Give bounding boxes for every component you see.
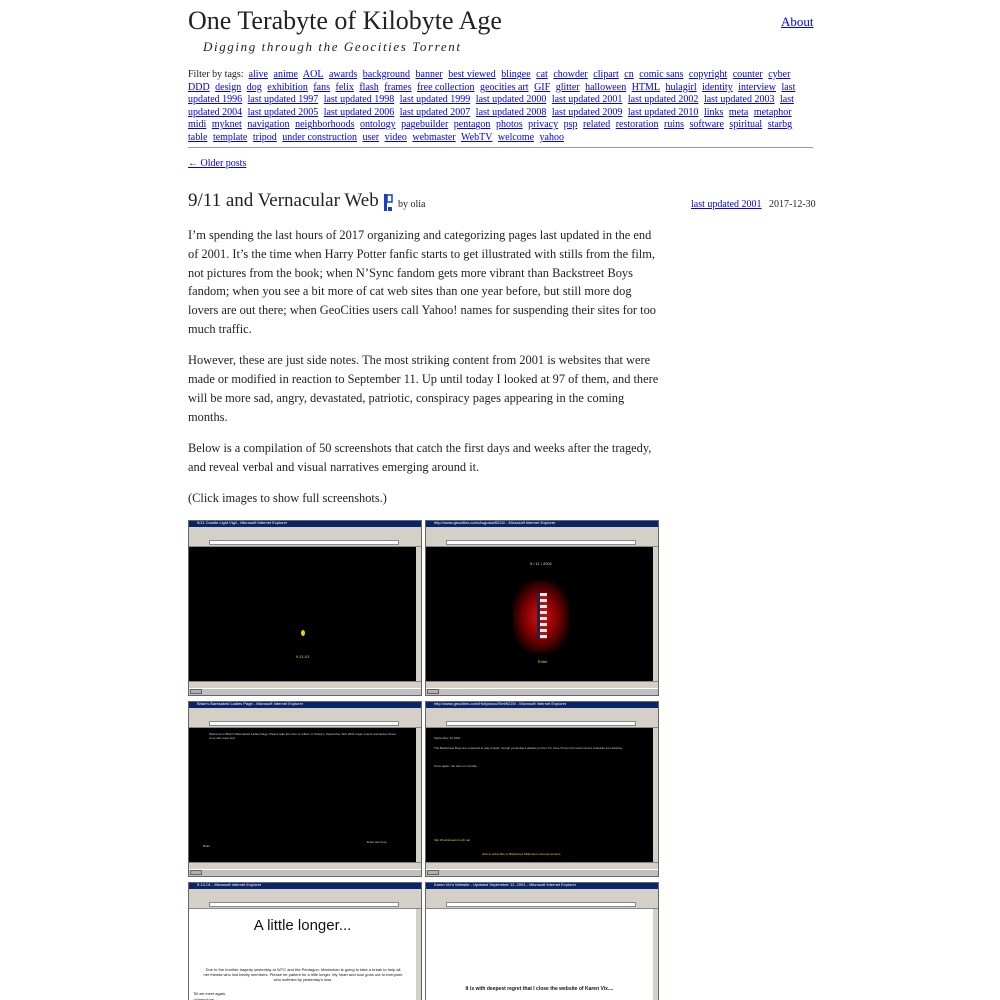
tag-link[interactable]: myknet [211,119,242,131]
tag-link[interactable]: last updated 1999 [399,94,471,106]
tag-link[interactable]: background [362,69,410,80]
tag-link[interactable]: halloween [585,81,627,93]
scrollbar [653,547,658,681]
post-paragraph: I’m spending the last hours of 2017 organizing and categorizing pages last updated in the end of 2001. It’s the time when Harry Potter fanfic starts to get illustrated with stills from the film, not pictures from the book; when N’Sync fandom gets more vibrant than Backstreet Boys fandom; when you see a bit more of cat web sites than one year before, but still more dog lovers are out there; when GeoCities users call Yahoo! names for suspending their sites for too much traffic. [188,228,656,336]
about-link[interactable]: About [781,14,814,29]
notice-trouble: Once again, the site is in trouble. [434,764,478,768]
tag-link[interactable]: counter [732,69,763,80]
browser-toolbar [426,889,658,909]
mirror-url: http://backstreetmm.cjb.net [434,838,471,842]
scrollbar [653,728,658,862]
screenshot-gallery [188,520,660,1000]
tag-list [188,69,795,143]
date-heading: 9 / 11 / 2001 [530,561,552,566]
tag-link[interactable]: last updated 2009 [551,106,623,118]
window-title: Karen Vix's Website - Updated September 12, 2001 - Microsoft Internet Explorer [434,882,577,887]
tag-link[interactable]: photos [495,119,523,131]
tag-link[interactable]: restoration [615,119,659,131]
tag-link[interactable]: cn [624,69,634,80]
tag-link[interactable]: banner [415,69,443,80]
post-paragraph: (Click images to show full screenshots.) [188,491,387,506]
tag-link[interactable]: last updated 2008 [475,106,547,118]
tag-link[interactable]: last updated 1996 [188,81,796,106]
tag-link[interactable]: GIF [534,81,551,93]
screenshot-thumbnail[interactable] [188,520,422,696]
address-bar [446,721,636,726]
tag-link[interactable]: webmaster [412,131,456,143]
page-view [426,728,653,862]
tag-filter [188,69,813,145]
tag-link[interactable]: links [703,106,724,118]
farewell-line: Till we meet again, [193,991,227,996]
screenshot-thumbnail[interactable] [188,701,422,877]
tag-link[interactable]: under construction [282,131,357,143]
tag-link[interactable]: HTML [631,81,661,93]
page-view [426,547,653,681]
tag-link[interactable]: metaphor [753,106,792,118]
break-message: Due to the horrible tragedy yesterday at WTC and the Pentagon, Marinchan is going to take a break to help all her friends who lost family members. Please be patient for a little longer. My heart and soul goes out to everyone who suffered by yesterday's loss. [203,967,403,982]
tag-link[interactable]: last updated 2001 [551,94,623,106]
tag-link[interactable]: clipart [593,69,619,80]
address-bar [209,902,399,907]
break-heading: A little longer... [253,917,352,934]
tag-link[interactable]: midi [188,119,207,131]
site-title[interactable]: One Terabyte of Kilobyte Age [188,6,502,35]
closing-message: It is with deepest regret that I close the website of Karen Vix.... [465,986,614,992]
window-title: http://www.geocities.com/Augusta/6224/ - Microsoft Internet Explorer [434,520,556,525]
window-title: 9-12-01 - Microsoft Internet Explorer [197,882,262,887]
tag-link[interactable]: hulagirl [665,81,697,93]
scrollbar [653,909,658,1000]
tag-link[interactable]: spiritual [729,119,763,131]
tag-link[interactable]: WebTV [461,131,493,143]
post-byline: by olia [398,199,426,210]
tag-link[interactable]: cat [536,69,548,80]
tag-link[interactable]: design [215,81,242,93]
taskbar [426,869,658,876]
tag-link[interactable]: software [689,119,724,131]
browser-toolbar [189,889,421,909]
tag-link[interactable]: last updated 2000 [475,94,547,106]
start-button [427,689,439,694]
tag-link[interactable]: template [212,131,248,143]
tag-link[interactable]: chowder [553,69,588,80]
post-paragraph: However, these are just side notes. The most striking content from 2001 is websites that were made or modified in reaction to September 11. Up until today I looked at 97 of them, and there will be more sad, angry, devastated, patriotic, conspiracy pages appearing in the coming months. [188,353,659,424]
tag-link[interactable]: yahoo [539,131,564,143]
notice-date: September 12 2001 [434,736,461,740]
taskbar [189,688,421,695]
vigil-date: 9-11-01 [296,654,310,659]
tag-link[interactable]: starbg [767,119,793,131]
subscribe-link: click to subscribe to Backstreet Millennium announcements [482,852,561,856]
tag-link[interactable]: welcome [497,131,535,143]
signature: Brian [203,844,211,848]
tag-link[interactable]: user [362,131,380,143]
tag-link[interactable]: blingee [501,69,531,80]
candle-icon [300,630,306,638]
page-view [189,547,416,681]
start-button [190,689,202,694]
tag-link[interactable]: DDD [188,81,210,93]
filter-label: Filter by tags: [188,69,244,80]
tag-link[interactable]: identity [702,81,733,93]
older-posts-link[interactable]: ← Older posts [188,158,247,169]
screenshot-thumbnail[interactable] [425,701,659,877]
post-date: 2017-12-30 [769,199,816,210]
screenshot-thumbnail[interactable] [425,882,659,1000]
browser-toolbar [426,527,658,547]
page-view [189,728,416,862]
screenshot-thumbnail[interactable] [188,882,422,1000]
page-view [426,909,653,1000]
tag-link[interactable]: last updated 2004 [188,94,794,118]
tag-link[interactable]: last updated 2010 [627,106,699,118]
enter-link: Enter [538,659,548,664]
tag-link[interactable]: alive [248,69,268,80]
browser-toolbar [189,708,421,728]
window-title: Brian's Baresaked Ladies Page - Microsoft Internet Explorer [197,701,304,706]
address-bar [209,540,399,545]
tag-link[interactable]: video [384,131,407,143]
browser-toolbar [426,708,658,728]
tag-link[interactable]: anime [273,69,298,80]
tag-link[interactable]: last updated 2002 [627,94,699,106]
tag-link[interactable]: last updated 2007 [399,106,471,118]
tag-link[interactable]: last updated 1998 [323,94,395,106]
window-title: 9/11 Candle Light Vigil - Microsoft Internet Explorer [197,520,288,525]
tag-link[interactable]: free collection [417,81,475,93]
window-title: http://www.geocities.com/Hollywood/Set/9225/ - Microsoft Internet Explorer [434,701,567,706]
signature: ~Marinchan [193,997,215,1000]
tag-link[interactable]: pagebuilder [401,119,449,131]
tag-link[interactable]: pentagon [453,119,491,131]
tag-link[interactable]: neighborhoods [295,119,355,131]
flag-icon [537,593,547,639]
post-paragraph: Below is a compilation of 50 screenshots that catch the first days and weeks after the tragedy, and reveal verbal and visual narratives emerging around it. [188,440,652,474]
address-bar [446,902,636,907]
tag-link[interactable]: meta [728,106,749,118]
tag-link[interactable]: last updated 2003 [703,94,775,106]
scrollbar [416,728,421,862]
tag-link[interactable]: dog [246,81,262,93]
tag-link[interactable]: AOL [302,69,324,80]
scrollbar [416,547,421,681]
start-button [190,870,202,875]
tag-link[interactable]: exhibition [267,81,308,93]
tag-link[interactable]: interview [738,81,776,93]
tag-link[interactable]: copyright [688,69,728,80]
tag-link[interactable]: awards [328,69,358,80]
tag-link[interactable]: related [583,119,611,131]
tag-link[interactable]: fans [313,81,331,93]
tag-link[interactable]: geocities art [479,81,529,93]
tag-link[interactable]: best viewed [448,69,496,80]
tag-link[interactable]: privacy [528,119,559,131]
tribute-text: Welcome to Brian's Barenaked Ladies Page. Please take this time to reflect on Today's, September 11th 2001 tragic events and lesson those of us who were lost. [209,732,397,741]
browser-toolbar [189,527,421,547]
address-bar [209,721,399,726]
tag-link[interactable]: navigation [247,119,290,131]
post-content [188,226,660,520]
scrollbar [416,909,421,1000]
tag-link[interactable]: last updated 1997 [247,94,319,106]
tag-link[interactable]: flash [359,81,379,93]
start-button [427,870,439,875]
tag-link[interactable]: tripod [252,131,277,143]
tag-link[interactable]: comic sans [639,69,684,80]
page-view [189,909,416,1000]
site-subtitle: Digging through the Geocities Torrent [203,39,462,54]
notice-text: The Backstreet Boys are expected to play tonight, though yesterday's attacks on the U.S. have thrown the local concert schedule into disarray. [434,746,623,750]
tag-link[interactable]: frames [384,81,412,93]
tag-link[interactable]: glitter [555,81,580,93]
address-bar [446,540,636,545]
tag-link[interactable]: ruins [663,119,684,131]
tag-link[interactable]: felix [335,81,354,93]
taskbar [189,869,421,876]
tag-link[interactable]: last updated 2005 [247,106,319,118]
screenshot-thumbnail[interactable] [425,520,659,696]
tag-link[interactable]: cyber [768,69,791,80]
tag-link[interactable]: table [188,131,208,143]
tag-link[interactable]: psp [563,119,578,131]
header-divider [188,147,813,148]
taskbar [426,688,658,695]
author-avatar-icon [383,193,393,212]
tag-link[interactable]: last updated 2006 [323,106,395,118]
enter-site-link: Enter site here [367,840,387,844]
post-category-link[interactable]: last updated 2001 [691,199,762,210]
tag-link[interactable]: ontology [360,119,396,131]
post-title[interactable]: 9/11 and Vernacular Web [188,190,379,211]
